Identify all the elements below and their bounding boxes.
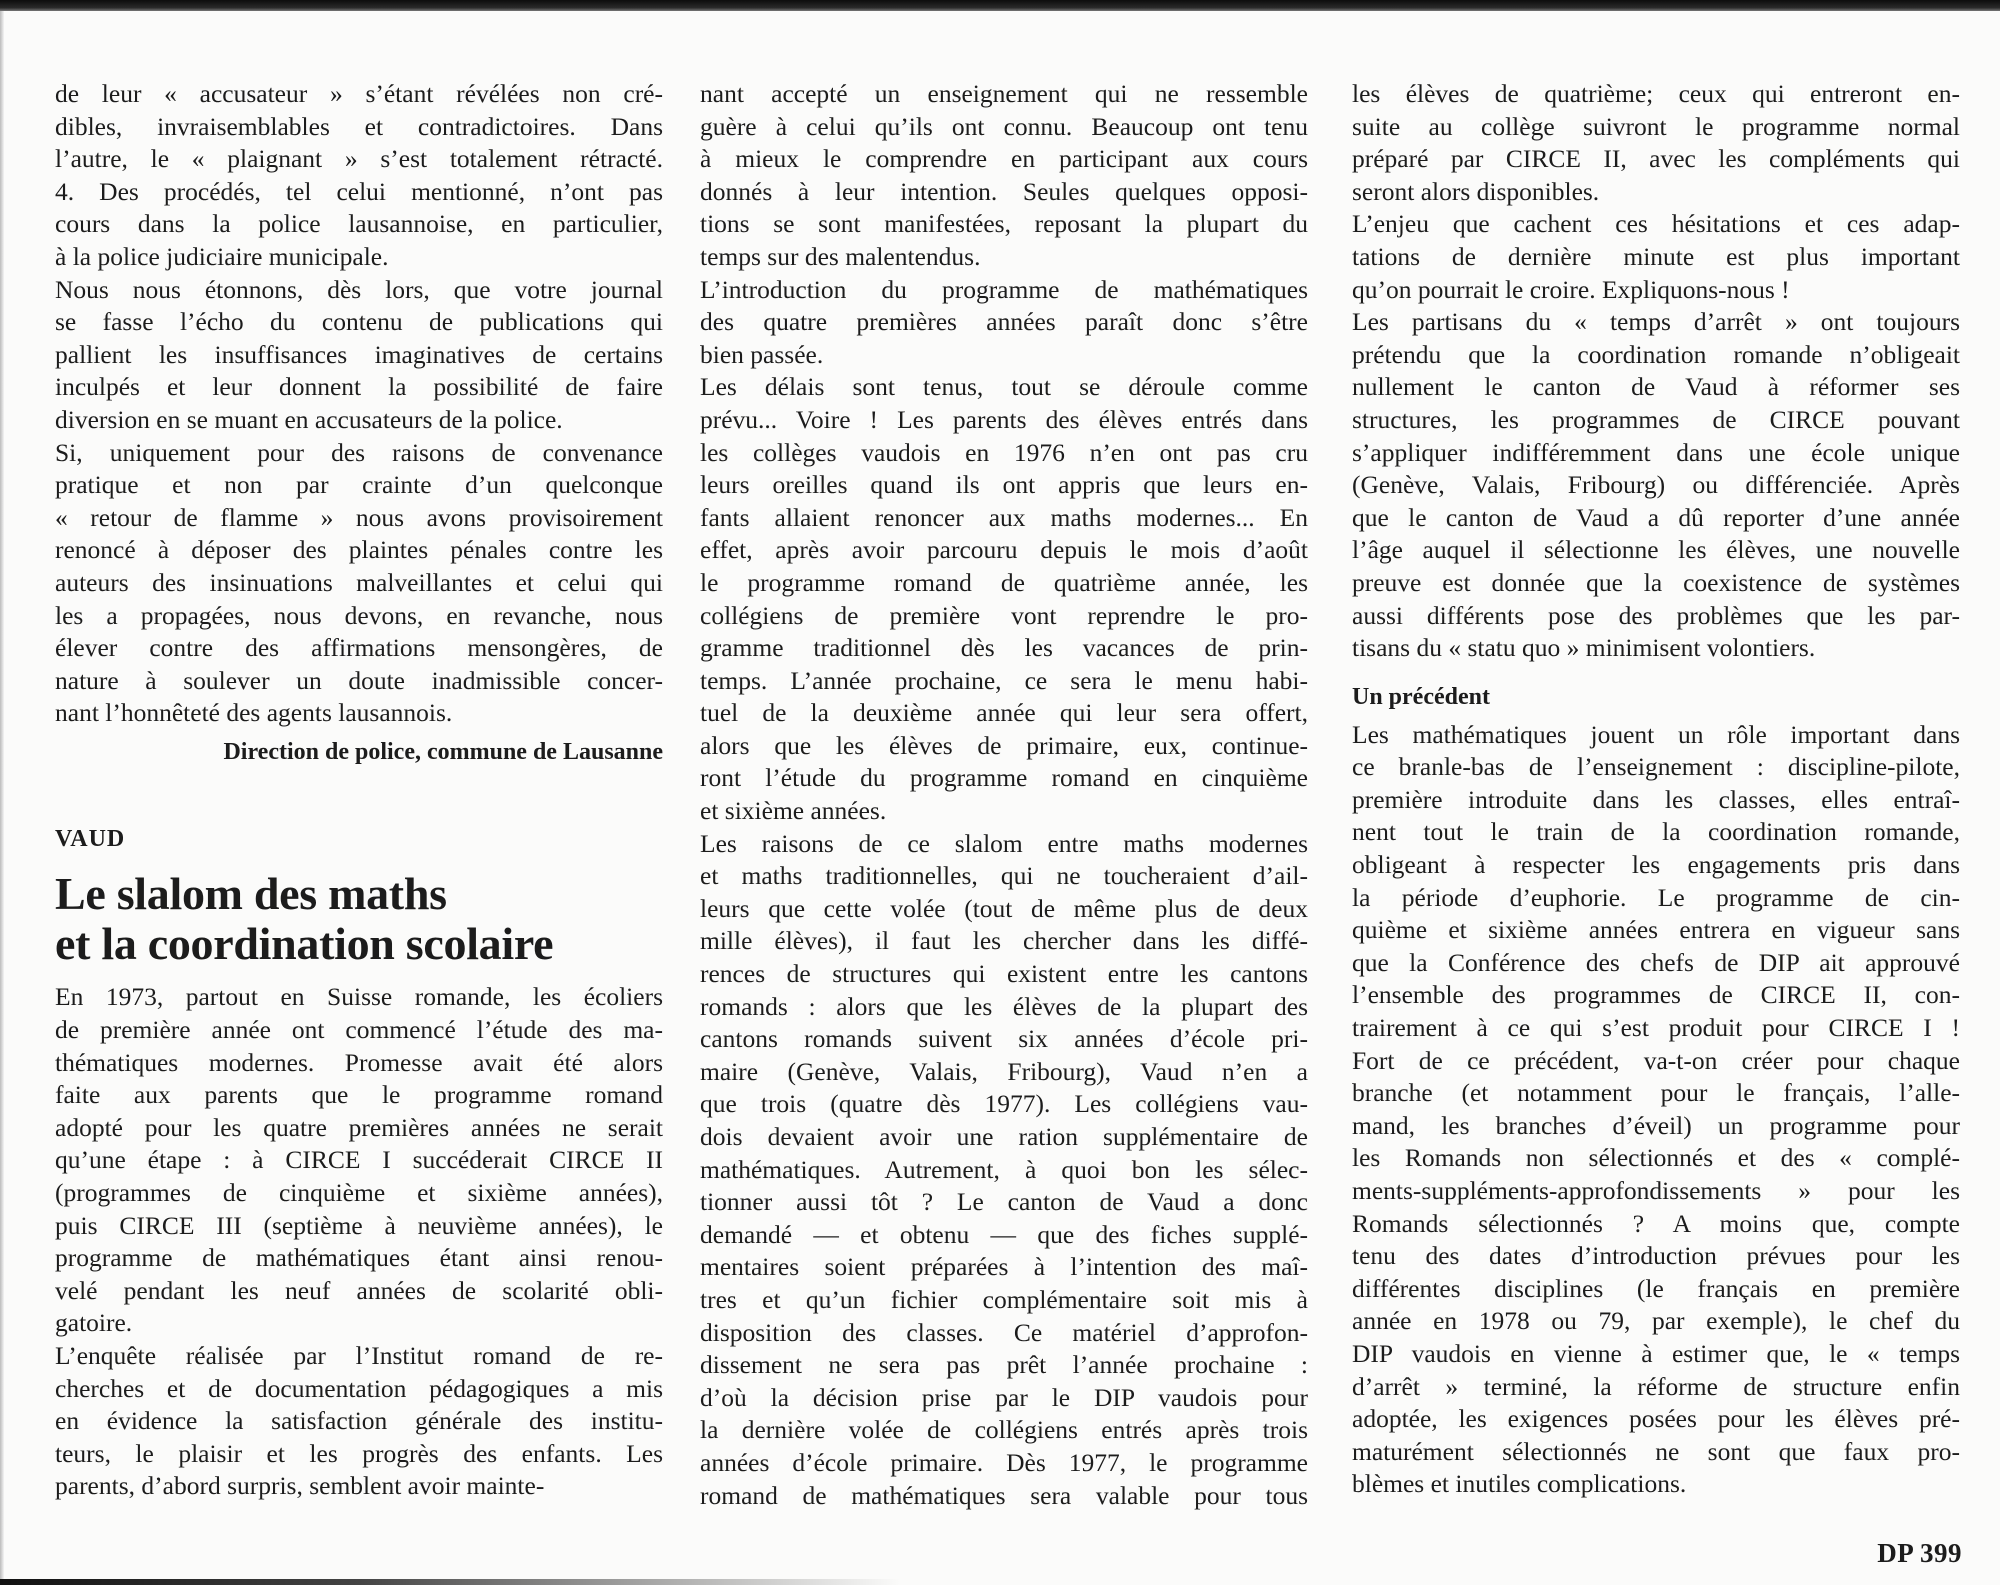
text-line: obligeant à respecter les engagements pris dans — [1352, 850, 1960, 880]
text-line: Romands sélectionnés ? A moins que, compte — [1352, 1208, 1960, 1238]
text-line: dissement ne sera pas prêt l’année prochaine : — [700, 1350, 1308, 1380]
text-line: nature à soulever un doute inadmissible concer- — [55, 665, 663, 695]
text-line: quième et sixième années entrera en vigueur sans — [1352, 915, 1960, 945]
text-line: programme de mathématiques étant ainsi renou- — [55, 1243, 663, 1273]
text-line: 4. Des procédés, tel celui mentionné, n’ont pas — [55, 176, 663, 206]
text-line: préparé par CIRCE II, avec les compléments qui — [1352, 144, 1960, 174]
column-left — [55, 78, 663, 1503]
section-label: VAUD — [55, 826, 126, 853]
text-line: tations de dernière minute est plus important — [1352, 241, 1960, 271]
text-line: tions se sont manifestées, reposant la plupart du — [700, 209, 1308, 239]
text-line: de première année ont commencé l’étude des ma- — [55, 1015, 663, 1045]
text-line: Nous nous étonnons, dès lors, que votre journal — [55, 274, 663, 304]
text-line: suite au collège suivront le programme normal — [1352, 111, 1960, 141]
text-line: les collèges vaudois en 1976 n’en ont pas cru — [700, 437, 1308, 467]
text-line: dibles, invraisemblables et contradictoires. Dans — [55, 111, 663, 141]
text-line: tenu des dates d’introduction prévues pour les — [1352, 1241, 1960, 1271]
text-line: branche (et notamment pour le français, l’alle- — [1352, 1078, 1960, 1108]
text-line: nullement le canton de Vaud à réformer ses — [1352, 372, 1960, 402]
text-line: que la Conférence des chefs de DIP ait approuvé — [1352, 947, 1960, 977]
text-line: adopté pour les quatre premières années ne serait — [55, 1112, 663, 1142]
text-line: nant l’honnêteté des agents lausannois. — [55, 698, 453, 728]
text-line: année en 1978 ou 79, par exemple), le chef du — [1352, 1306, 1960, 1336]
text-line: DIP vaudois en vienne à estimer que, le « temps — [1352, 1338, 1960, 1368]
page-number: DP 399 — [1877, 1538, 1962, 1568]
text-line: tuel de la deuxième année qui leur sera offert, — [700, 698, 1308, 728]
text-line: cherches et de documentation pédagogiques a mis — [55, 1373, 663, 1403]
text-line: bien passée. — [700, 339, 824, 369]
text-line: cantons romands suivent six années d’école pri- — [700, 1024, 1308, 1054]
text-line: et maths traditionnelles, qui ne toucheraient d’ail- — [700, 861, 1308, 891]
text-line: d’arrêt » terminé, la réforme de structure enfin — [1352, 1371, 1960, 1401]
text-line: maire (Genève, Valais, Fribourg), Vaud n’en a — [700, 1056, 1308, 1086]
text-line: preuve est donnée que la coexistence de systèmes — [1352, 567, 1960, 597]
text-line: (programmes de cinquième et sixième années), — [55, 1178, 663, 1208]
text-line: gatoire. — [55, 1308, 133, 1338]
article-headline — [55, 869, 663, 969]
text-line: que trois (quatre dès 1977). Les collégiens vau- — [700, 1089, 1308, 1119]
text-line: alors que les élèves de primaire, eux, continue- — [700, 730, 1308, 760]
text-line: romands : alors que les élèves de la plupart des — [700, 991, 1308, 1021]
text-line: donnés à leur intention. Seules quelques opposi- — [700, 176, 1308, 206]
text-line: la période d’euphorie. Le programme de cin- — [1352, 882, 1960, 912]
text-line: à mieux le comprendre en participant aux cours — [700, 144, 1308, 174]
text-line: renoncé à déposer des plaintes pénales contre les — [55, 535, 663, 565]
text-line: mathématiques. Autrement, à quoi bon les sélec- — [700, 1154, 1308, 1184]
text-line: la dernière volée de collégiens entrés après trois — [700, 1415, 1308, 1445]
subheading: Un précédent — [1352, 683, 1490, 710]
text-line: parents, d’abord surpris, semblent avoir mainte- — [55, 1471, 545, 1501]
text-line: s’appliquer indifféremment dans une école unique — [1352, 437, 1960, 467]
text-line: prévu... Voire ! Les parents des élèves entrés dans — [700, 404, 1308, 434]
text-line: gramme traditionnel dès les vacances de prin- — [700, 633, 1308, 663]
text-line: qu’on pourrait le croire. Expliquons-nous ! — [1352, 274, 1790, 304]
text-line: teurs, le plaisir et les progrès des enfants. Les — [55, 1438, 663, 1468]
scan-bottom-border — [0, 1579, 900, 1585]
text-line: les Romands non sélectionnés et des « complé- — [1352, 1143, 1960, 1173]
text-line: trairement à ce qui s’est produit pour CIRCE I ! — [1352, 1013, 1960, 1043]
text-line: (Genève, Valais, Fribourg) ou différenciée. Après — [1352, 470, 1960, 500]
text-line: En 1973, partout en Suisse romande, les écoliers — [55, 982, 663, 1012]
text-line: et sixième années. — [700, 796, 887, 826]
text-line: disposition des classes. Ce matériel d’approfon- — [700, 1317, 1308, 1347]
article-body-left — [55, 981, 663, 1503]
text-line: rences de structures qui existent entre les cantons — [700, 959, 1308, 989]
text-line: fants allaient renoncer aux maths modernes... En — [700, 502, 1308, 532]
column-right — [1352, 78, 1960, 1501]
text-line: temps. L’année prochaine, ce sera le menu habi- — [700, 665, 1308, 695]
scan-top-border — [0, 0, 2000, 11]
text-line: L’introduction du programme de mathématiques — [700, 274, 1308, 304]
text-line: Fort de ce précédent, va-t-on créer pour chaque — [1352, 1045, 1960, 1075]
text-line: tionner aussi tôt ? Le canton de Vaud a donc — [700, 1187, 1308, 1217]
text-line: inculpés et leur donnent la possibilité de faire — [55, 372, 663, 402]
text-line: se fasse l’écho du contenu de publications qui — [55, 307, 663, 337]
scan-left-edge — [0, 11, 4, 1585]
text-line: l’ensemble des programmes de CIRCE II, con- — [1352, 980, 1960, 1010]
text-line: cours dans la police lausannoise, en particulier, — [55, 209, 663, 239]
text-line: les a propagées, nous devons, en revanche, nous — [55, 600, 663, 630]
text-line: ront l’étude du programme romand en cinquième — [700, 763, 1308, 793]
text-line: leurs que cette volée (tout de même plus de deux — [700, 893, 1308, 923]
text-line: L’enjeu que cachent ces hésitations et ces adap- — [1352, 209, 1960, 239]
text-line: blèmes et inutiles complications. — [1352, 1469, 1687, 1499]
article-body-middle — [700, 78, 1308, 1512]
text-line: maturément sélectionnés ne sont que faux pro- — [1352, 1436, 1960, 1466]
text-line: demandé — et obtenu — que des fiches supplé- — [700, 1219, 1308, 1249]
text-line: thématiques modernes. Promesse avait été alors — [55, 1047, 663, 1077]
text-line: à la police judiciaire municipale. — [55, 241, 389, 271]
article-body-right-b — [1352, 719, 1960, 1501]
text-line: différentes disciplines (le français en première — [1352, 1273, 1960, 1303]
headline-line-1: Le slalom des maths — [55, 868, 447, 920]
text-line: guère à celui qu’ils ont connu. Beaucoup ont tenu — [700, 111, 1308, 141]
text-line: temps sur des malentendus. — [700, 241, 981, 271]
text-line: ce branle-bas de l’enseignement : discipline-pilote, — [1352, 752, 1960, 782]
text-line: qu’une étape : à CIRCE I succéderait CIRCE II — [55, 1145, 663, 1175]
text-line: nent tout le train de la coordination romande, — [1352, 817, 1960, 847]
text-line: diversion en se muant en accusateurs de la police. — [55, 404, 563, 434]
article-body-right-a — [1352, 78, 1960, 665]
text-line: ments-suppléments-approfondissements » pour les — [1352, 1176, 1960, 1205]
text-line: élever contre des affirmations mensongères, de — [55, 633, 663, 663]
text-line: mentaires soient préparées à l’intention des maî- — [700, 1252, 1308, 1282]
text-line: faite aux parents que le programme romand — [55, 1080, 663, 1110]
text-line: pratique et non par crainte d’un quelconque — [55, 470, 663, 500]
text-line: structures, les programmes de CIRCE pouvant — [1352, 404, 1960, 434]
letter-text — [55, 78, 663, 730]
letter-signature: Direction de police, commune de Lausanne — [223, 738, 663, 765]
text-line: en évidence la satisfaction générale des institu- — [55, 1406, 663, 1436]
text-line: aussi différents pose des problèmes que les par- — [1352, 600, 1960, 630]
text-line: auteurs des insinuations malveillantes et celui qui — [55, 567, 663, 597]
text-line: prétendu que la coordination romande n’obligeait — [1352, 339, 1960, 369]
text-line: mille élèves), il faut les chercher dans les diffé- — [700, 926, 1308, 956]
text-line: Si, uniquement pour des raisons de convenance — [55, 437, 663, 467]
text-line: tres et qu’un fichier complémentaire soit mis à — [700, 1284, 1308, 1314]
text-line: mand, les branches d’éveil) un programme pour — [1352, 1110, 1960, 1140]
text-line: leurs oreilles quand ils ont appris que leurs en- — [700, 470, 1308, 500]
text-line: Les raisons de ce slalom entre maths modernes — [700, 828, 1308, 858]
text-line: adoptée, les exigences posées pour les élèves pré- — [1352, 1404, 1960, 1434]
text-line: l’autre, le « plaignant » s’est totalement rétracté. — [55, 144, 663, 174]
text-line: effet, après avoir parcouru depuis le mois d’août — [700, 535, 1308, 565]
text-line: tisans du « statu quo » minimisent volontiers. — [1352, 633, 1816, 663]
text-line: seront alors disponibles. — [1352, 176, 1600, 206]
text-line: « retour de flamme » nous avons provisoirement — [55, 502, 663, 532]
text-line: Les partisans du « temps d’arrêt » ont toujours — [1352, 307, 1960, 337]
text-line: romand de mathématiques sera valable pour tous — [700, 1480, 1308, 1510]
column-middle — [700, 78, 1308, 1512]
text-line: d’où la décision prise par le DIP vaudois pour — [700, 1382, 1308, 1412]
text-line: le programme romand de quatrième année, les — [700, 567, 1308, 597]
text-line: Les délais sont tenus, tout se déroule comme — [700, 372, 1308, 402]
text-line: années d’école primaire. Dès 1977, le programme — [700, 1447, 1308, 1477]
text-line: des quatre premières années paraît donc s’être — [700, 307, 1308, 337]
text-line: velé pendant les neuf années de scolarité obli- — [55, 1275, 663, 1305]
text-line: L’enquête réalisée par l’Institut romand de re- — [55, 1341, 663, 1370]
text-line: l’âge auquel il sélectionne les élèves, une nouvelle — [1352, 535, 1960, 565]
text-line: de leur « accusateur » s’étant révélées non cré- — [55, 79, 663, 108]
text-line: pallient les insuffisances imaginatives de certains — [55, 339, 663, 369]
text-line: puis CIRCE III (septième à neuvième années), le — [55, 1210, 663, 1240]
headline-line-2: et la coordination scolaire — [55, 918, 554, 970]
text-line: nant accepté un enseignement qui ne ressemble — [700, 79, 1308, 108]
text-line: Les mathématiques jouent un rôle important dans — [1352, 719, 1960, 749]
text-line: les élèves de quatrième; ceux qui entreront en- — [1352, 79, 1960, 108]
text-line: dois devaient avoir une ration supplémentaire de — [700, 1122, 1308, 1151]
text-line: que le canton de Vaud a dû reporter d’une année — [1352, 502, 1960, 532]
text-line: collégiens de première vont reprendre le pro- — [700, 600, 1308, 630]
text-line: première introduite dans les classes, elles entraî- — [1352, 784, 1960, 814]
